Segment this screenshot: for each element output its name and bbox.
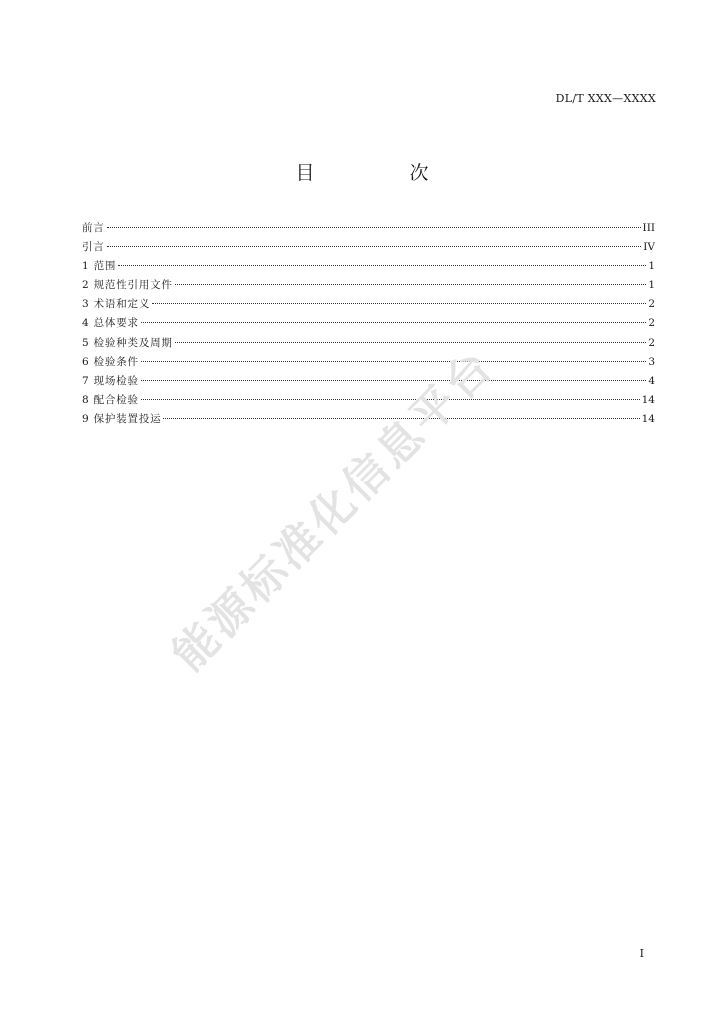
toc-entry-label: 引言	[82, 241, 105, 254]
toc-entry-page: 2	[648, 298, 655, 311]
toc-entry-label: 8 配合检验	[82, 393, 139, 406]
toc-entry-page: 14	[641, 412, 655, 425]
toc-entry-page: III	[642, 222, 655, 234]
toc-entry-page: 1	[648, 279, 655, 292]
toc-entry-label: 3 术语和定义	[82, 298, 151, 311]
toc-dot-leader	[118, 265, 646, 266]
toc-dot-leader	[107, 246, 642, 247]
toc-entry-inspection-conditions[interactable]	[82, 353, 655, 372]
toc-dot-leader	[175, 284, 647, 285]
toc-entry-page: 2	[648, 317, 655, 330]
toc-entry-label: 前言	[82, 222, 105, 234]
toc-title: 目 次	[295, 162, 467, 184]
toc-entry-field-inspection[interactable]	[82, 372, 655, 391]
toc-entry-page: 2	[648, 336, 655, 349]
toc-entry-label: 7 现场检验	[82, 374, 139, 387]
document-code: DL/T XXX—XXXX	[555, 92, 656, 105]
toc-entry-page: IV	[643, 241, 655, 254]
toc-dot-leader	[141, 322, 646, 323]
toc-entry-coordinated-inspection[interactable]	[82, 391, 655, 410]
toc-entry-label: 2 规范性引用文件	[82, 279, 173, 292]
toc-entry-label: 9 保护装置投运	[82, 412, 162, 425]
toc-entry-introduction[interactable]	[82, 238, 655, 257]
toc-entry-preface[interactable]	[82, 219, 655, 238]
toc-entry-page: 14	[641, 393, 655, 406]
toc-entry-page: 4	[648, 374, 655, 387]
toc-dot-leader	[141, 380, 646, 381]
toc-dot-leader	[141, 399, 640, 400]
toc-entry-label: 1 范围	[82, 260, 117, 273]
toc-dot-leader	[175, 342, 647, 343]
toc-entry-page: 1	[648, 260, 655, 273]
table-of-contents	[82, 219, 655, 429]
toc-entry-terms-definitions[interactable]	[82, 295, 655, 314]
toc-entry-inspection-types[interactable]	[82, 334, 655, 353]
toc-entry-label: 5 检验种类及周期	[82, 336, 173, 349]
toc-entry-scope[interactable]	[82, 257, 655, 276]
page-number: I	[639, 947, 644, 960]
toc-entry-page: 3	[648, 355, 655, 368]
toc-dot-leader	[152, 303, 646, 304]
toc-entry-general-requirements[interactable]	[82, 314, 655, 333]
toc-entry-label: 6 检验条件	[82, 355, 139, 368]
toc-dot-leader	[107, 227, 641, 228]
toc-entry-label: 4 总体要求	[82, 317, 139, 330]
toc-dot-leader	[141, 361, 646, 362]
toc-entry-normative-references[interactable]	[82, 276, 655, 295]
watermark-text: 能源标准化信息平台	[163, 339, 505, 682]
